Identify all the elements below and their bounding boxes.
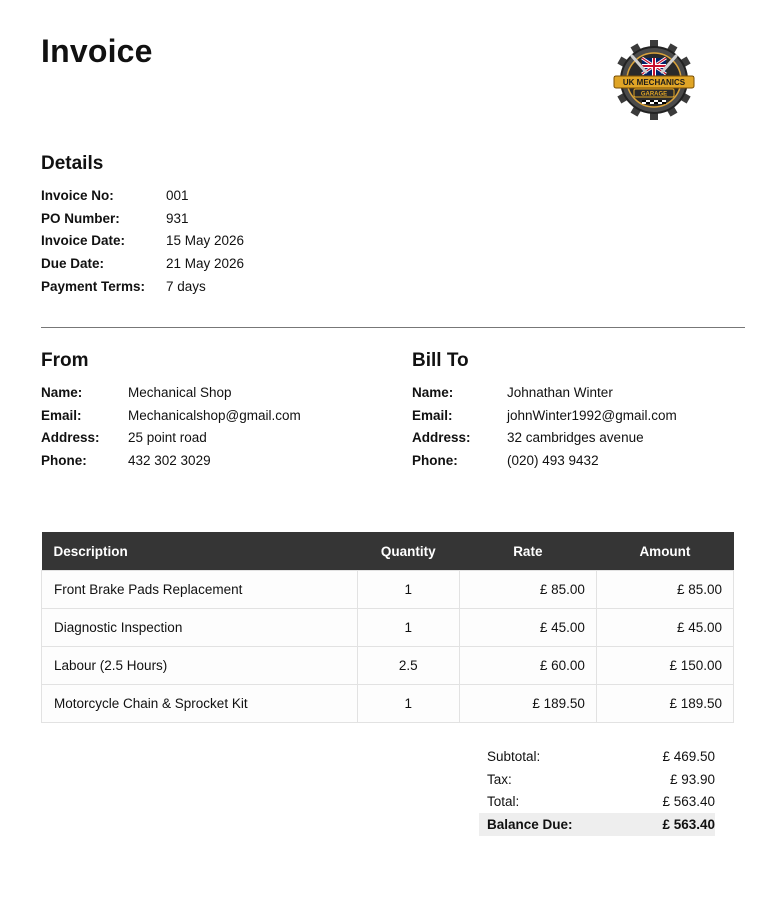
from-row-name	[41, 381, 301, 404]
section-divider	[41, 327, 745, 328]
item-description: Front Brake Pads Replacement	[42, 571, 358, 609]
item-rate: £ 45.00	[459, 609, 596, 647]
details-value: 21 May 2026	[166, 255, 245, 271]
bill-to-email-value: johnWinter1992@gmail.com	[507, 407, 677, 423]
item-rate: £ 60.00	[459, 647, 596, 685]
column-header-quantity: Quantity	[357, 532, 459, 571]
from-label: Phone:	[41, 452, 87, 468]
table-header-row	[42, 532, 734, 571]
table-row	[42, 647, 734, 685]
item-description: Labour (2.5 Hours)	[42, 647, 358, 685]
bill-to-label: Email:	[412, 407, 453, 423]
from-list	[41, 381, 301, 472]
item-rate: £ 189.50	[459, 685, 596, 723]
details-row-invoice-no	[41, 184, 244, 207]
item-amount: £ 45.00	[596, 609, 733, 647]
item-quantity: 1	[357, 571, 459, 609]
bill-to-value: (020) 493 9432	[507, 452, 599, 468]
item-amount: £ 150.00	[596, 647, 733, 685]
total-label: Total:	[487, 794, 520, 810]
bill-to-label: Address:	[412, 430, 471, 446]
details-label: PO Number:	[41, 210, 120, 226]
svg-text:GARAGE: GARAGE	[640, 91, 668, 98]
totals-summary	[479, 745, 715, 836]
tax-value: £ 93.90	[669, 771, 715, 787]
from-label: Email:	[41, 407, 82, 423]
tax-row	[479, 768, 715, 791]
details-row-invoice-date	[41, 229, 244, 252]
subtotal-value: £ 469.50	[662, 748, 715, 764]
item-quantity: 1	[357, 609, 459, 647]
details-list	[41, 184, 244, 297]
item-description: Motorcycle Chain & Sprocket Kit	[42, 685, 358, 723]
bill-to-list	[412, 381, 677, 472]
balance-due-label: Balance Due:	[487, 816, 573, 832]
svg-text:UK MECHANICS: UK MECHANICS	[622, 78, 686, 87]
column-header-rate: Rate	[459, 532, 596, 571]
bill-to-label: Name:	[412, 384, 454, 400]
details-label: Payment Terms:	[41, 278, 146, 294]
item-rate: £ 85.00	[459, 571, 596, 609]
bill-to-label: Phone:	[412, 452, 458, 468]
details-value: 7 days	[166, 278, 206, 294]
bill-to-row-phone	[412, 449, 677, 472]
details-row-po-number	[41, 207, 244, 230]
from-email-value: Mechanicalshop@gmail.com	[128, 407, 301, 423]
from-row-address	[41, 426, 301, 449]
subtotal-row	[479, 745, 715, 768]
column-header-amount: Amount	[596, 532, 733, 571]
table-row	[42, 609, 734, 647]
from-label: Address:	[41, 430, 100, 446]
details-heading: Details	[41, 153, 104, 174]
details-label: Due Date:	[41, 255, 105, 271]
garage-logo	[608, 40, 700, 120]
bill-to-value: Johnathan Winter	[507, 384, 613, 400]
item-quantity: 1	[357, 685, 459, 723]
details-row-payment-terms	[41, 275, 244, 298]
logo-emblem-icon	[608, 40, 700, 120]
details-label: Invoice No:	[41, 187, 114, 203]
from-label: Name:	[41, 384, 83, 400]
bill-to-value: 32 cambridges avenue	[507, 430, 644, 446]
page-title: Invoice	[41, 33, 153, 69]
details-value: 931	[166, 210, 189, 226]
details-row-due-date	[41, 252, 244, 275]
table-row	[42, 571, 734, 609]
bill-to-heading: Bill To	[412, 350, 469, 371]
total-row	[479, 790, 715, 813]
balance-due-row	[479, 813, 715, 836]
bill-to-row-email	[412, 404, 677, 427]
item-amount: £ 85.00	[596, 571, 733, 609]
item-description: Diagnostic Inspection	[42, 609, 358, 647]
line-items-table	[41, 532, 734, 723]
subtotal-label: Subtotal:	[487, 748, 541, 764]
item-amount: £ 189.50	[596, 685, 733, 723]
tax-label: Tax:	[487, 771, 512, 787]
total-value: £ 563.40	[662, 794, 715, 810]
from-heading: From	[41, 350, 89, 371]
item-quantity: 2.5	[357, 647, 459, 685]
from-row-phone	[41, 449, 301, 472]
from-value: 25 point road	[128, 430, 207, 446]
balance-due-value: £ 563.40	[662, 816, 715, 832]
from-value: Mechanical Shop	[128, 384, 232, 400]
details-value: 001	[166, 187, 189, 203]
from-row-email	[41, 404, 301, 427]
from-value: 432 302 3029	[128, 452, 211, 468]
column-header-description: Description	[42, 532, 358, 571]
details-label: Invoice Date:	[41, 233, 126, 249]
bill-to-row-name	[412, 381, 677, 404]
table-row	[42, 685, 734, 723]
details-value: 15 May 2026	[166, 233, 245, 249]
bill-to-row-address	[412, 426, 677, 449]
